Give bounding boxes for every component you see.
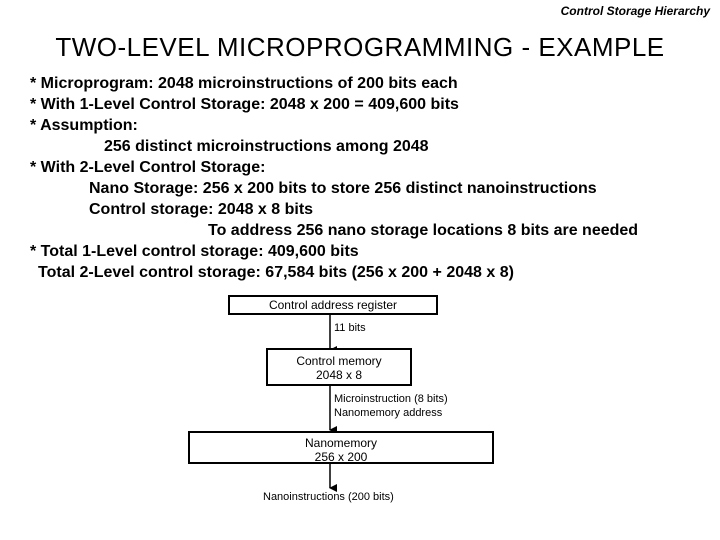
nanoinstructions-label: Nanoinstructions (200 bits) <box>263 491 394 503</box>
text-line-1: * Microprogram: 2048 microinstructions of 200 bits each <box>30 75 458 92</box>
header-title: Control Storage Hierarchy <box>560 4 710 18</box>
text-line-5: * With 2-Level Control Storage: <box>30 159 266 176</box>
nanomemory-box <box>188 431 494 464</box>
control-memory-label: Control memory <box>296 354 382 368</box>
microinstruction-label: Microinstruction (8 bits) <box>334 393 448 405</box>
control-memory-box <box>266 348 412 386</box>
text-line-2: * With 1-Level Control Storage: 2048 x 200 = 409,600 bits <box>30 96 459 113</box>
text-line-4: 256 distinct microinstructions among 2048 <box>104 138 429 155</box>
text-line-8: To address 256 nano storage locations 8 bits are needed <box>208 222 639 239</box>
nanomemory-size: 256 x 200 <box>314 450 368 464</box>
control-address-register-box <box>228 295 438 315</box>
text-line-9: * Total 1-Level control storage: 409,600 bits <box>30 243 359 260</box>
text-line-6: Nano Storage: 256 x 200 bits to store 256 distinct nanoinstructions <box>89 180 597 197</box>
slide-title: TWO-LEVEL MICROPROGRAMMING - EXAMPLE <box>55 32 665 62</box>
control-address-register-label: Control address register <box>268 298 398 312</box>
bits-11-label: 11 bits <box>334 322 366 334</box>
text-line-7: Control storage: 2048 x 8 bits <box>89 201 314 218</box>
text-line-3: * Assumption: <box>30 117 138 134</box>
text-line-10: Total 2-Level control storage: 67,584 bits (256 x 200 + 2048 x 8) <box>38 264 514 281</box>
nanomemory-label: Nanomemory <box>304 436 378 450</box>
nanomemory-address-label: Nanomemory address <box>334 407 443 419</box>
control-memory-size: 2048 x 8 <box>315 368 363 382</box>
